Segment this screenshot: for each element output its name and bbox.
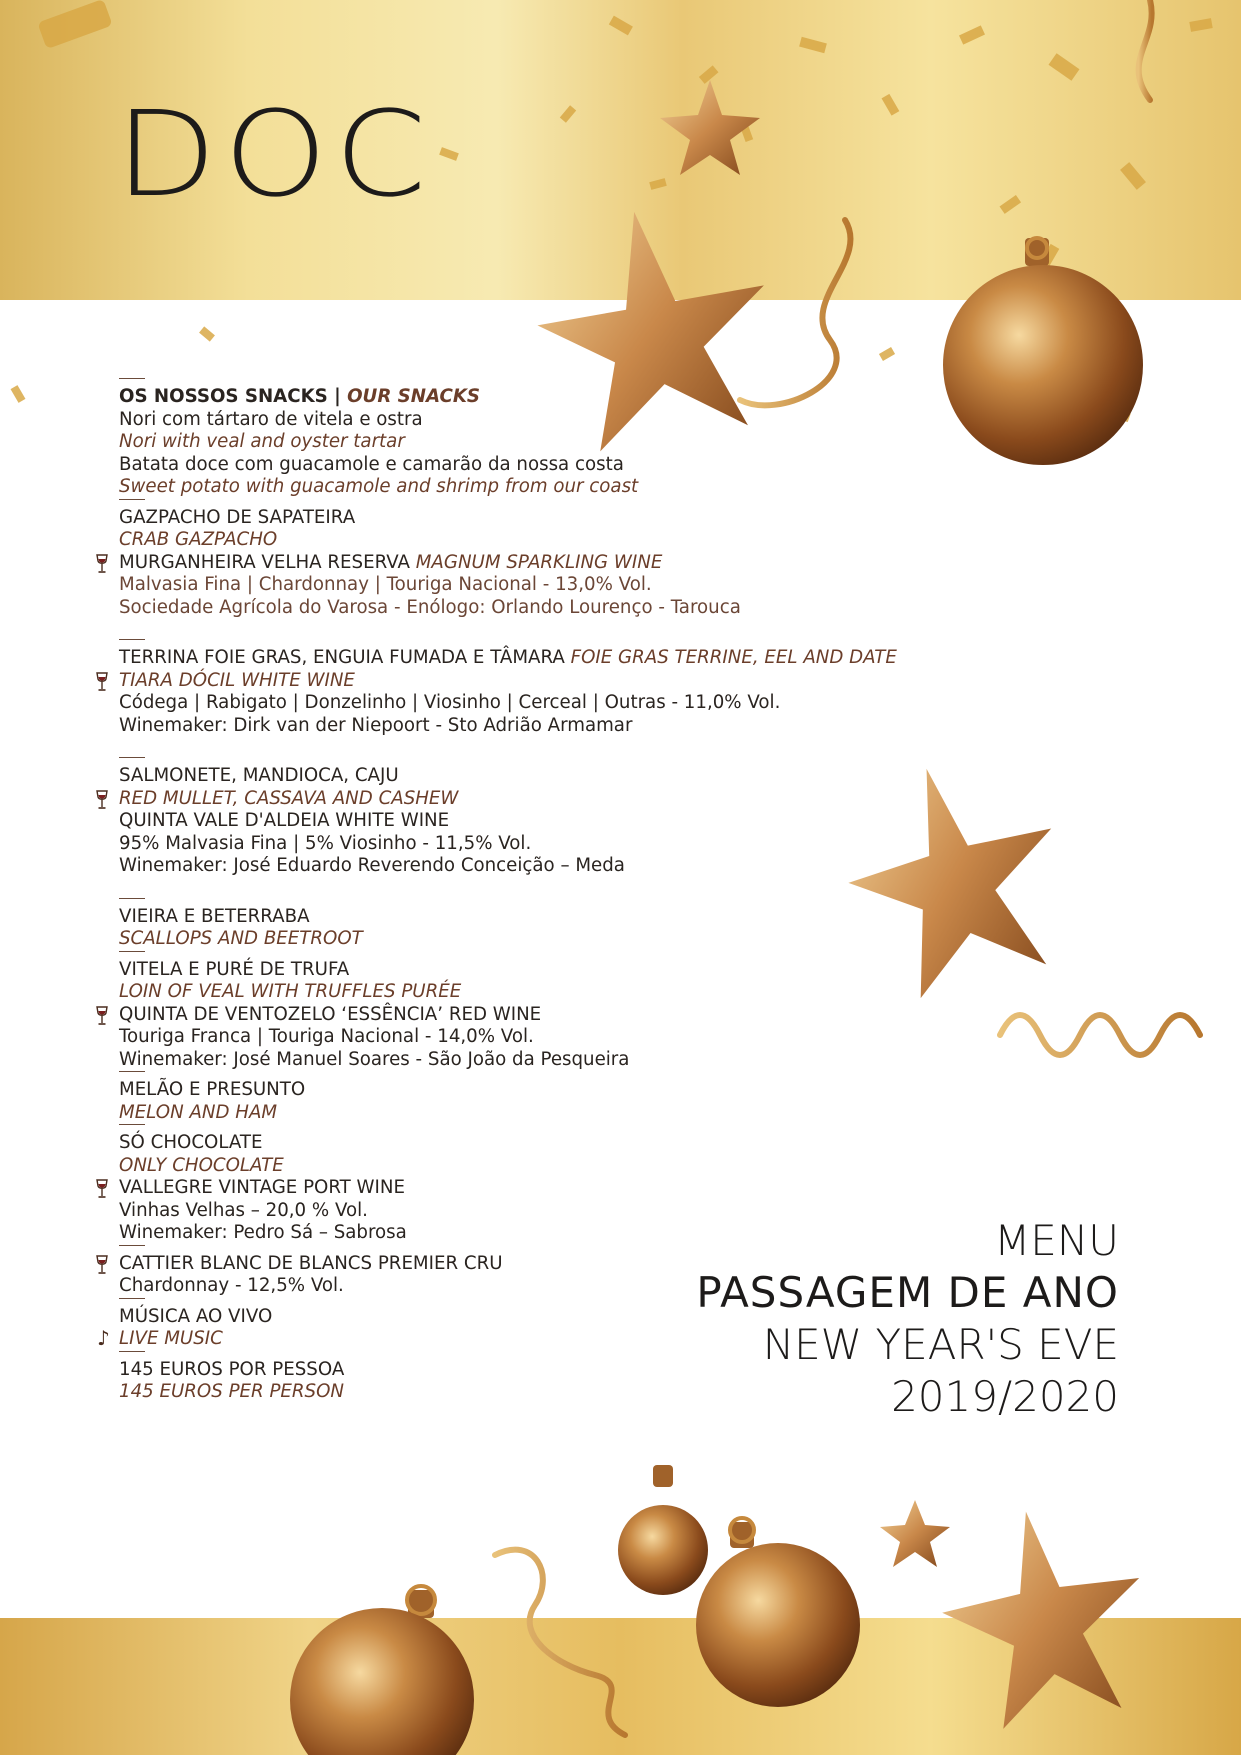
title-new-years-eve: NEW YEAR'S EVE [762, 1320, 1119, 1369]
menu-line: VIEIRA E BETERRABA [119, 905, 310, 927]
menu-line: 95% Malvasia Fina | 5% Viosinho - 11,5% Vol. [119, 832, 532, 854]
menu-line: Vinhas Velhas – 20,0 % Vol. [119, 1199, 368, 1221]
section-divider [119, 1298, 145, 1299]
menu-line: 145 EUROS POR PESSOA [119, 1358, 345, 1380]
menu-line: TIARA DÓCIL WHITE WINE [119, 669, 355, 691]
menu-line: Nori com tártaro de vitela e ostra [119, 408, 423, 430]
wine-glass-icon [95, 790, 109, 810]
logo: DOC [115, 85, 434, 223]
menu-section [119, 1071, 879, 1124]
menu-section [119, 378, 879, 499]
menu-line: MELÃO E PRESUNTO [119, 1079, 306, 1100]
menu-line: VALLEGRE VINTAGE PORT WINE [119, 1177, 406, 1198]
menu-line: QUINTA DE VENTOZELO ‘ESSÊNCIA’ RED WINE [119, 1003, 542, 1025]
wine-glass-icon [95, 1179, 109, 1199]
menu-line-text: TERRINA FOIE GRAS, ENGUIA FUMADA E TÂMARA [119, 647, 571, 668]
menu-line-text: OS NOSSOS SNACKS | [119, 386, 348, 407]
section-divider [119, 499, 145, 500]
menu-line: Nori with veal and oyster tartar [119, 431, 405, 452]
section-divider [119, 951, 145, 952]
menu-line: QUINTA VALE D'ALDEIA WHITE WINE [119, 810, 450, 831]
menu-line-english: OUR SNACKS [347, 386, 481, 407]
menu-line-english: MAGNUM SPARKLING WINE [415, 551, 663, 573]
menu-line: Winemaker: Pedro Sá – Sabrosa [119, 1222, 407, 1243]
menu-line: MÚSICA AO VIVO [119, 1305, 273, 1327]
title-menu: MENU [994, 1216, 1119, 1265]
menu-section [119, 499, 879, 620]
menu-line: MELON AND HAM [119, 1101, 278, 1123]
menu-title-block [696, 1215, 1119, 1423]
menu-line: SALMONETE, MANDIOCA, CAJU [119, 765, 399, 786]
section-divider [119, 1351, 145, 1352]
menu-section [119, 951, 879, 1072]
menu-line-text: MURGANHEIRA VELHA RESERVA [119, 551, 416, 573]
menu-line: Códega | Rabigato | Donzelinho | Viosinho | Cerceal | Outras - 11,0% Vol. [119, 692, 781, 713]
menu-line: CRAB GAZPACHO [119, 529, 278, 550]
menu-line: Chardonnay - 12,5% Vol. [119, 1275, 344, 1296]
menu-line: CATTIER BLANC DE BLANCS PREMIER CRU [119, 1252, 503, 1274]
menu-line-english: FOIE GRAS TERRINE, EEL AND DATE [570, 647, 897, 668]
menu-line: GAZPACHO DE SAPATEIRA [119, 506, 356, 528]
menu-line: Winemaker: José Manuel Soares - São João da Pesqueira [119, 1048, 630, 1070]
menu-line: Malvasia Fina | Chardonnay | Touriga Nacional - 13,0% Vol. [119, 574, 652, 595]
menu-line [119, 647, 897, 670]
menu-line: Touriga Franca | Touriga Nacional - 14,0% Vol. [119, 1026, 534, 1047]
menu-line: Winemaker: Dirk van der Niepoort - Sto Adrião Armamar [119, 714, 633, 736]
menu-line: VITELA E PURÉ DE TRUFA [119, 958, 350, 980]
menu-section [119, 639, 897, 737]
menu-line: RED MULLET, CASSAVA AND CASHEW [119, 787, 459, 809]
section-divider [119, 1071, 145, 1072]
menu-section [119, 898, 879, 951]
menu-line: Sweet potato with guacamole and shrimp from our coast [119, 476, 639, 497]
section-divider [119, 757, 145, 758]
menu-line: LIVE MUSIC [119, 1328, 223, 1349]
section-divider [119, 898, 145, 899]
menu-line: SÓ CHOCOLATE [119, 1132, 263, 1153]
menu-line: Batata doce com guacamole e camarão da nossa costa [119, 453, 624, 475]
menu-line: Winemaker: José Eduardo Reverendo Conceição – Meda [119, 855, 625, 876]
music-note-icon: ♪ [97, 1326, 110, 1350]
section-divider [119, 639, 145, 640]
menu-line: SCALLOPS AND BEETROOT [119, 928, 363, 949]
wine-glass-icon [95, 1006, 109, 1026]
section-divider [119, 1124, 145, 1125]
wine-glass-icon [95, 554, 109, 574]
title-year: 2019/2020 [891, 1372, 1119, 1421]
wine-glass-icon [95, 672, 109, 692]
section-divider [119, 1245, 145, 1246]
menu-line: Sociedade Agrícola do Varosa - Enólogo: Orlando Lourenço - Tarouca [119, 596, 741, 618]
section-divider [119, 378, 145, 379]
menu-line: LOIN OF VEAL WITH TRUFFLES PURÉE [119, 981, 462, 1002]
menu-line [119, 552, 879, 575]
title-passagem-de-ano: PASSAGEM DE ANO [696, 1268, 1119, 1317]
menu-section [119, 757, 879, 878]
menu-line: 145 EUROS PER PERSON [119, 1381, 345, 1402]
menu-line [119, 386, 879, 409]
menu-line: ONLY CHOCOLATE [119, 1154, 284, 1176]
wine-glass-icon [95, 1255, 109, 1275]
